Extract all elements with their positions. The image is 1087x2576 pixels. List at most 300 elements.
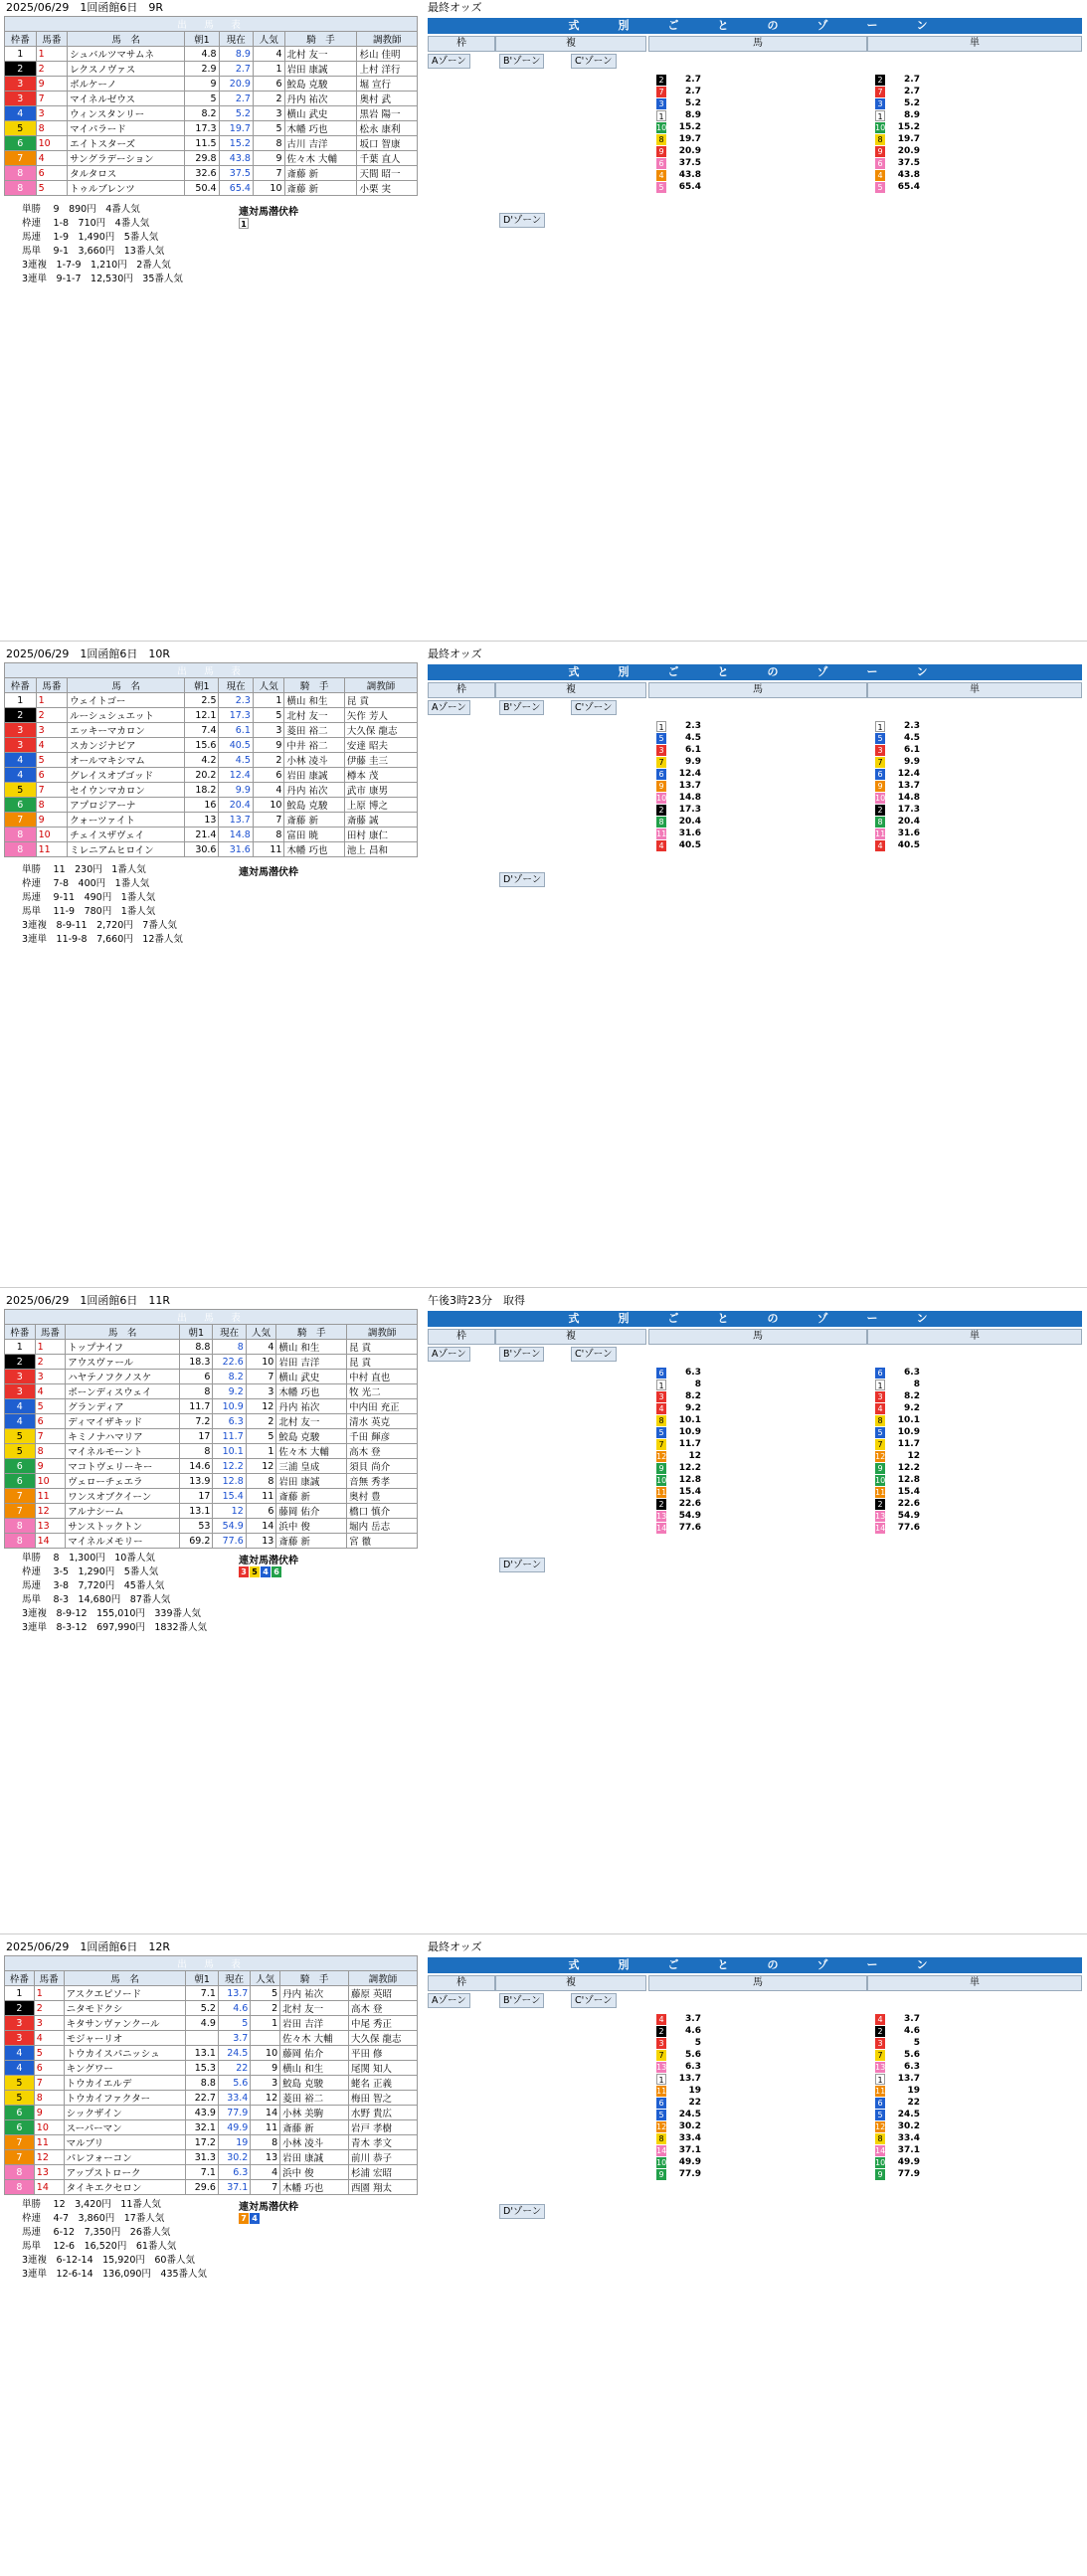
horse-name[interactable]: マイネルメモリー (66, 1534, 180, 1549)
umaban-cell: 6 (36, 166, 68, 181)
zone-odds-row (875, 2049, 920, 2061)
horse-row[interactable] (5, 798, 418, 813)
odds-now: 13.7 (218, 1986, 250, 2001)
horse-name[interactable]: トウカイスパニッシュ (64, 2046, 186, 2061)
zone-odds-value: 12.8 (678, 1475, 701, 1485)
trainer-name: 中村 直也 (347, 1370, 418, 1384)
umaban-cell: 3 (35, 1370, 66, 1384)
uma-header: 馬 (648, 682, 867, 698)
horse-name[interactable]: マイネルゼウス (68, 92, 185, 106)
zone-label[interactable]: C'ゾーン (571, 54, 617, 69)
horse-row[interactable] (5, 1489, 418, 1504)
column-header: 馬番 (34, 1971, 64, 1986)
jockey-name: 鮫島 克駿 (280, 2076, 349, 2091)
zone-label[interactable]: Aゾーン (428, 54, 470, 69)
horse-name[interactable]: トウカイエルデ (64, 2076, 186, 2091)
race-header: 2025/06/29 1回函館6日 11R (6, 1294, 171, 1307)
zone-odds-column (875, 720, 920, 851)
zone-odds-value: 12.2 (678, 1463, 701, 1473)
payout-results (22, 1552, 207, 1635)
zone-odds-value: 8.9 (685, 110, 701, 120)
waku-chip: 6 (875, 1368, 885, 1379)
popularity (251, 2031, 280, 2046)
horse-row[interactable] (5, 2120, 418, 2135)
zone-odds-value: 10.9 (897, 1427, 920, 1437)
zone-odds-value: 17.3 (678, 805, 701, 815)
horse-name[interactable]: マルブリ (64, 2135, 186, 2150)
odds-first: 2.9 (185, 62, 219, 77)
waku-cell: 2 (5, 2001, 35, 2016)
zone-odds-row (656, 1438, 701, 1450)
horse-row[interactable] (5, 2150, 418, 2165)
waku-chip: 1 (875, 110, 885, 121)
horse-row[interactable] (5, 693, 418, 708)
horse-row[interactable] (5, 136, 418, 151)
trainer-name: 小栗 実 (357, 181, 418, 196)
horse-row[interactable] (5, 1504, 418, 1519)
zone-odds-row (875, 1438, 920, 1450)
odds-now: 6.1 (219, 723, 253, 738)
zone-odds-value: 5.6 (685, 2050, 701, 2060)
popularity: 11 (246, 1489, 276, 1504)
trainer-name: 清水 英克 (347, 1414, 418, 1429)
trainer-name: 平田 修 (349, 2046, 418, 2061)
jockey-name: 斎藤 新 (276, 1534, 347, 1549)
jockey-name: 木幡 巧也 (284, 842, 345, 857)
horse-name[interactable]: ルーシュシュエット (68, 708, 185, 723)
zone-odds-row (875, 780, 920, 792)
horse-row[interactable] (5, 62, 418, 77)
zone-odds-row (875, 2120, 920, 2132)
waku-chip: 5 (875, 1427, 885, 1438)
zone-d-label[interactable]: D'ゾーン (499, 1558, 545, 1572)
column-header: 枠番 (5, 1971, 35, 1986)
jockey-name: 丹内 祐次 (284, 783, 345, 798)
horse-name[interactable]: マイネルモーント (66, 1444, 180, 1459)
horse-row[interactable] (5, 738, 418, 753)
horse-name[interactable]: マコトヴェリーキー (66, 1459, 180, 1474)
zone-odds-value: 15.4 (897, 1487, 920, 1497)
horse-name[interactable]: トゥルブレンツ (68, 181, 185, 196)
horse-row[interactable] (5, 768, 418, 783)
waku-chip: 13 (875, 2062, 886, 2072)
zone-label[interactable]: B'ゾーン (499, 700, 544, 715)
horse-name[interactable]: トウカイファクター (64, 2091, 186, 2106)
race-header: 2025/06/29 1回函館6日 9R (6, 1, 164, 14)
payout-line: 3連単 12-6-14 136,090円 435番人気 (22, 2269, 208, 2280)
horse-name[interactable]: クォーツァイト (68, 813, 185, 828)
zone-odds-row (656, 1462, 701, 1474)
popularity: 7 (246, 1370, 276, 1384)
odds-first: 11.7 (180, 1399, 213, 1414)
waku-header: 枠 (428, 1975, 495, 1991)
zone-odds-value: 77.6 (897, 1523, 920, 1533)
horse-name[interactable]: ハヤテノフクノスケ (66, 1370, 180, 1384)
horse-name[interactable]: マイパラード (68, 121, 185, 136)
horse-row[interactable] (5, 2091, 418, 2106)
zone-odds-row (656, 2132, 701, 2144)
horse-row[interactable] (5, 828, 418, 842)
column-header: 調教師 (347, 1325, 418, 1340)
horse-row[interactable] (5, 813, 418, 828)
horse-row[interactable] (5, 1384, 418, 1399)
horse-name[interactable]: スカンジナビア (68, 738, 185, 753)
trainer-name: 高木 登 (349, 2001, 418, 2016)
popularity: 8 (253, 828, 284, 842)
trainer-name: 黒岩 陽一 (357, 106, 418, 121)
waku-chip: 2 (875, 1499, 885, 1510)
horse-name[interactable]: スーパーマン (64, 2120, 186, 2135)
waku-cell: 6 (5, 2120, 35, 2135)
jockey-name: 北村 友一 (276, 1414, 347, 1429)
waku-chip: 8 (656, 1415, 666, 1426)
waku-chip: 8 (875, 2133, 885, 2144)
zone-odds-value: 40.5 (678, 840, 701, 850)
horse-name[interactable]: キングワー (64, 2061, 186, 2076)
zone-odds-column (875, 74, 920, 193)
waku-chip: 4 (875, 2014, 885, 2025)
horse-row[interactable] (5, 181, 418, 196)
horse-row[interactable] (5, 1459, 418, 1474)
horse-row[interactable] (5, 723, 418, 738)
waku-chip: 4 (875, 840, 885, 851)
zone-odds-value: 4.5 (904, 733, 920, 743)
horse-name[interactable]: ディマイザキッド (66, 1414, 180, 1429)
waku-chip: 9 (656, 1463, 666, 1474)
column-header: 馬 名 (66, 1325, 180, 1340)
horse-row[interactable] (5, 1370, 418, 1384)
waku-chip: 10 (656, 122, 667, 132)
odds-first: 18.2 (185, 783, 219, 798)
popularity: 7 (251, 2180, 280, 2195)
zone-odds-row (656, 2085, 701, 2097)
popularity: 9 (251, 2061, 280, 2076)
waku-chip: 2 (875, 805, 885, 816)
horse-name[interactable]: グランディア (66, 1399, 180, 1414)
horse-row[interactable] (5, 2031, 418, 2046)
payout-line: 単勝 8 1,300円 10番人気 (22, 1553, 155, 1564)
zone-odds-value: 6.3 (685, 1368, 701, 1378)
odds-first: 30.6 (185, 842, 219, 857)
zone-odds-value: 24.5 (678, 2110, 701, 2119)
zone-odds-row (875, 2144, 920, 2156)
zone-odds-value: 19.7 (897, 134, 920, 144)
zone-odds-value: 37.5 (678, 158, 701, 168)
jockey-name: 佐々木 大輔 (276, 1444, 347, 1459)
horse-name[interactable]: アップストローク (64, 2165, 186, 2180)
horse-row[interactable] (5, 2180, 418, 2195)
waku-chip: 9 (656, 781, 666, 792)
horse-name[interactable]: グレイスオブゴッド (68, 768, 185, 783)
horse-row[interactable] (5, 1429, 418, 1444)
odds-first: 9 (185, 77, 219, 92)
horse-name[interactable]: エイトスターズ (68, 136, 185, 151)
horse-row[interactable] (5, 77, 418, 92)
horse-row[interactable] (5, 708, 418, 723)
zone-odds-value: 5.2 (904, 98, 920, 108)
zone-odds-row (656, 2120, 701, 2132)
waku-cell: 2 (5, 708, 37, 723)
trainer-name: 青木 孝文 (349, 2135, 418, 2150)
horse-name[interactable]: ワンスオブクイーン (66, 1489, 180, 1504)
renban-title: 連対馬潜伏枠 (239, 2202, 298, 2213)
horse-row[interactable] (5, 1340, 418, 1355)
umaban-cell: 9 (36, 77, 68, 92)
zone-odds-value: 24.5 (897, 2110, 920, 2119)
waku-chip: 4 (656, 1403, 666, 1414)
jockey-name: 横山 武史 (284, 106, 357, 121)
popularity: 1 (246, 1444, 276, 1459)
zone-odds-value: 8.2 (904, 1391, 920, 1401)
column-header: 朝1 (185, 32, 219, 47)
payout-line: 3連単 11-9-8 7,660円 12番人気 (22, 934, 183, 945)
horse-row[interactable] (5, 1986, 418, 2001)
horse-row[interactable] (5, 1474, 418, 1489)
horse-row[interactable] (5, 1414, 418, 1429)
zone-label[interactable]: B'ゾーン (499, 54, 544, 69)
zone-label[interactable]: Aゾーン (428, 700, 470, 715)
odds-first: 7.1 (186, 2165, 218, 2180)
zone-label[interactable]: C'ゾーン (571, 1993, 617, 2008)
horse-name[interactable]: チェイスザヴェイ (68, 828, 185, 842)
horse-row[interactable] (5, 783, 418, 798)
zone-odds-value: 22.6 (678, 1499, 701, 1509)
waku-chip: 9 (656, 146, 666, 157)
zone-odds-row (875, 1390, 920, 1402)
umaban-cell: 5 (35, 1399, 66, 1414)
zone-label[interactable]: C'ゾーン (571, 700, 617, 715)
shutuba-title: 出 馬 表 (5, 17, 418, 32)
zone-odds-row (875, 2073, 920, 2085)
horse-name[interactable]: サンストックトン (66, 1519, 180, 1534)
horse-name[interactable]: タルタロス (68, 166, 185, 181)
odds-first: 69.2 (180, 1534, 213, 1549)
trainer-name: 樽本 茂 (344, 768, 417, 783)
zone-odds-value: 54.9 (897, 1511, 920, 1521)
odds-first: 4.8 (185, 47, 219, 62)
trainer-name: 昆 貢 (347, 1340, 418, 1355)
horse-row[interactable] (5, 2165, 418, 2180)
zone-odds-row (875, 1522, 920, 1534)
horse-row[interactable] (5, 1399, 418, 1414)
waku-cell: 8 (5, 1519, 36, 1534)
odds-now: 4.6 (218, 2001, 250, 2016)
zone-odds-value: 2.3 (904, 721, 920, 731)
odds-first: 12.1 (185, 708, 219, 723)
horse-name[interactable]: シックザイン (64, 2106, 186, 2120)
waku-chip: 5 (875, 182, 885, 193)
shutuba-table (4, 662, 418, 857)
horse-name[interactable]: ヴェローチェエラ (66, 1474, 180, 1489)
horse-name[interactable]: ニタモドクシ (64, 2001, 186, 2016)
zone-odds-value: 22 (907, 2098, 920, 2108)
trainer-name: 西園 翔太 (349, 2180, 418, 2195)
jockey-name: 三浦 皇成 (276, 1459, 347, 1474)
waku-chip: 1 (656, 721, 666, 732)
horse-row[interactable] (5, 1534, 418, 1549)
odds-first: 13 (185, 813, 219, 828)
horse-row[interactable] (5, 121, 418, 136)
horse-row[interactable] (5, 1519, 418, 1534)
zone-odds-column (656, 720, 701, 851)
column-header: 調教師 (357, 32, 418, 47)
waku-chip: 5 (875, 2110, 885, 2120)
horse-name[interactable]: モジャーリオ (64, 2031, 186, 2046)
waku-cell: 7 (5, 1489, 36, 1504)
zone-odds-row (875, 157, 920, 169)
zone-d-label[interactable]: D'ゾーン (499, 872, 545, 887)
umaban-cell: 7 (35, 1429, 66, 1444)
uma-header: 馬 (648, 36, 867, 52)
zone-odds-row (656, 169, 701, 181)
zone-title-bar: 式 別 ご と の ゾ ー ン (428, 18, 1082, 34)
renban-title: 連対馬潜伏枠 (239, 207, 298, 218)
horse-name[interactable]: サングラデーション (68, 151, 185, 166)
horse-row[interactable] (5, 47, 418, 62)
horse-row[interactable] (5, 2076, 418, 2091)
race-separator (0, 641, 1087, 642)
jockey-name: 藤岡 佑介 (280, 2046, 349, 2061)
waku-chip: 12 (656, 2121, 667, 2131)
odds-now: 37.5 (219, 166, 253, 181)
horse-name[interactable]: キタサンヴァンクール (64, 2016, 186, 2031)
zone-odds-row (656, 816, 701, 828)
odds-now: 5 (218, 2016, 250, 2031)
zone-odds-row (656, 2156, 701, 2168)
zone-odds-row (656, 2109, 701, 2120)
column-header: 朝1 (186, 1971, 218, 1986)
horse-row[interactable] (5, 106, 418, 121)
horse-row[interactable] (5, 2001, 418, 2016)
zone-label[interactable]: Aゾーン (428, 1993, 470, 2008)
jockey-name: 木幡 巧也 (280, 2180, 349, 2195)
waku-cell: 5 (5, 1444, 36, 1459)
zone-odds-value: 6.1 (685, 745, 701, 755)
horse-name[interactable]: セイウンマカロン (68, 783, 185, 798)
waku-cell: 6 (5, 2106, 35, 2120)
zone-odds-row (875, 133, 920, 145)
waku-chip: 8 (656, 2133, 666, 2144)
trainer-name: 音無 秀孝 (347, 1474, 418, 1489)
renban-chip: 4 (250, 2213, 260, 2224)
fuku-header: 複 (495, 682, 646, 698)
zone-odds-value: 10.1 (678, 1415, 701, 1425)
trainer-name: 田村 康仁 (344, 828, 417, 842)
umaban-cell: 1 (36, 47, 68, 62)
umaban-cell: 6 (35, 1414, 66, 1429)
jockey-name: 北村 友一 (280, 2001, 349, 2016)
horse-name[interactable]: ボルケーノ (68, 77, 185, 92)
horse-name[interactable]: トップナイフ (66, 1340, 180, 1355)
shutuba-table (4, 16, 418, 196)
zone-d-label[interactable]: D'ゾーン (499, 213, 545, 228)
horse-row[interactable] (5, 92, 418, 106)
horse-name[interactable]: ミレニアムヒロイン (68, 842, 185, 857)
horse-row[interactable] (5, 2061, 418, 2076)
zone-odds-value: 77.9 (897, 2169, 920, 2179)
horse-name[interactable]: キミノナハマリア (66, 1429, 180, 1444)
zone-label[interactable]: C'ゾーン (571, 1347, 617, 1362)
horse-row[interactable] (5, 1444, 418, 1459)
zone-odds-row (875, 2132, 920, 2144)
jockey-name: 岩田 康誠 (280, 2150, 349, 2165)
zone-label[interactable]: Aゾーン (428, 1347, 470, 1362)
horse-row[interactable] (5, 2106, 418, 2120)
waku-chip: 7 (875, 2050, 885, 2061)
horse-name[interactable]: アスクエピソード (64, 1986, 186, 2001)
column-header: 騎 手 (284, 678, 345, 693)
horse-name[interactable]: レクスノヴァス (68, 62, 185, 77)
horse-name[interactable]: タイキエクセロン (64, 2180, 186, 2195)
horse-row[interactable] (5, 1355, 418, 1370)
horse-row[interactable] (5, 2016, 418, 2031)
horse-name[interactable]: アプロジアーナ (68, 798, 185, 813)
horse-name[interactable]: エッキーマカロン (68, 723, 185, 738)
waku-chip: 9 (875, 781, 885, 792)
column-header: 騎 手 (280, 1971, 349, 1986)
popularity: 4 (251, 2165, 280, 2180)
waku-chip: 8 (875, 134, 885, 145)
horse-name[interactable]: ボーンディスウェイ (66, 1384, 180, 1399)
column-header: 人気 (251, 1971, 280, 1986)
popularity: 1 (253, 693, 284, 708)
umaban-cell: 11 (35, 1489, 66, 1504)
horse-row[interactable] (5, 753, 418, 768)
waku-cell: 2 (5, 1355, 36, 1370)
odds-now: 2.3 (219, 693, 253, 708)
waku-cell: 7 (5, 2135, 35, 2150)
horse-row[interactable] (5, 151, 418, 166)
horse-name[interactable]: シュバルツマサムネ (68, 47, 185, 62)
zone-odds-value: 11.7 (897, 1439, 920, 1449)
trainer-name: 千田 輝彦 (347, 1429, 418, 1444)
zone-odds-value: 33.4 (897, 2133, 920, 2143)
zone-label[interactable]: B'ゾーン (499, 1993, 544, 2008)
umaban-cell: 10 (34, 2120, 64, 2135)
horse-name[interactable]: パレフォーコン (64, 2150, 186, 2165)
zone-label[interactable]: B'ゾーン (499, 1347, 544, 1362)
jockey-name: 古川 吉洋 (284, 136, 357, 151)
horse-name[interactable]: ウィンスタンリー (68, 106, 185, 121)
waku-chip: 10 (656, 793, 667, 803)
zone-odds-value: 20.9 (897, 146, 920, 156)
zone-odds-value: 15.2 (678, 122, 701, 132)
horse-row[interactable] (5, 842, 418, 857)
renban-chip: 3 (239, 1566, 249, 1577)
odds-now: 9.2 (213, 1384, 246, 1399)
horse-row[interactable] (5, 166, 418, 181)
horse-name[interactable]: オールマキシマム (68, 753, 185, 768)
zone-odds-row (875, 181, 920, 193)
horse-name[interactable]: アウスヴァール (66, 1355, 180, 1370)
waku-chip: 5 (656, 1427, 666, 1438)
zone-d-label[interactable]: D'ゾーン (499, 2204, 545, 2219)
odds-first: 32.1 (186, 2120, 218, 2135)
horse-row[interactable] (5, 2135, 418, 2150)
popularity: 12 (246, 1459, 276, 1474)
odds-first: 8.2 (185, 106, 219, 121)
waku-cell: 3 (5, 1370, 36, 1384)
payout-line: 単勝 9 890円 4番人気 (22, 204, 140, 215)
umaban-cell: 3 (36, 106, 68, 121)
horse-row[interactable] (5, 2046, 418, 2061)
waku-chip: 5 (656, 733, 666, 744)
horse-name[interactable]: アルナシーム (66, 1504, 180, 1519)
waku-chip: 14 (875, 1523, 886, 1533)
zone-odds-row (656, 1367, 701, 1379)
zone-odds-value: 12.4 (678, 769, 701, 779)
horse-name[interactable]: ウェイトゴー (68, 693, 185, 708)
